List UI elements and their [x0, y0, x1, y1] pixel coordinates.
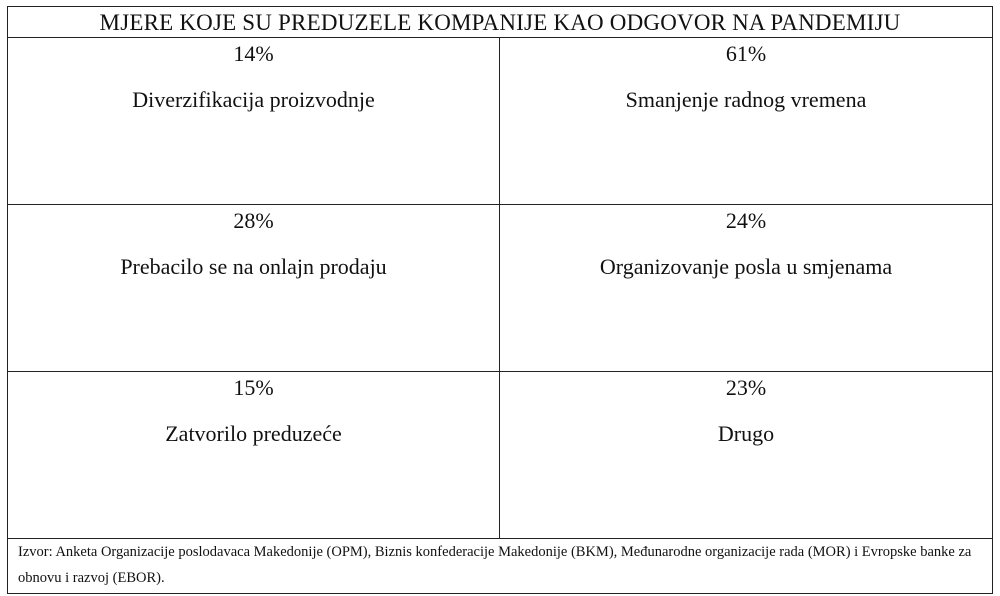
table-cell — [8, 38, 500, 204]
table-row — [8, 205, 992, 372]
source-note: Izvor: Anketa Organizacije poslodavaca Makedonije (OPM), Biznis konfederacije Makedonije (BKM), Međunarodne organizacije rada (MOR) i Evropske banke za obnovu i razvoj (EBOR). — [18, 544, 972, 586]
table-cell — [8, 205, 500, 371]
table-row — [8, 38, 992, 205]
cell-percent: 28% — [233, 208, 274, 233]
table-cell — [500, 38, 992, 204]
table-title: MJERE KOJE SU PREDUZELE KOMPANIJE KAO ODGOVOR NA PANDEMIJU — [8, 7, 992, 38]
table-cell — [500, 205, 992, 371]
table-cell — [8, 372, 500, 538]
cell-percent: 24% — [725, 208, 767, 233]
cell-label: Zatvorilo preduzeće — [165, 421, 342, 446]
cell-label: Smanjenje radnog vremena — [625, 87, 867, 112]
cell-percent: 23% — [725, 375, 767, 400]
cell-label: Organizovanje posla u smjenama — [599, 254, 893, 279]
cell-label: Diverzifikacija proizvodnje — [132, 87, 375, 112]
measures-table — [7, 6, 993, 594]
table-row — [8, 372, 992, 539]
cell-percent: 15% — [233, 375, 274, 400]
cell-label: Drugo — [717, 421, 775, 446]
cell-percent: 14% — [233, 41, 274, 66]
cell-label: Prebacilo se na onlajn prodaju — [120, 254, 387, 279]
cell-percent: 61% — [725, 41, 767, 66]
table-cell — [500, 372, 992, 538]
